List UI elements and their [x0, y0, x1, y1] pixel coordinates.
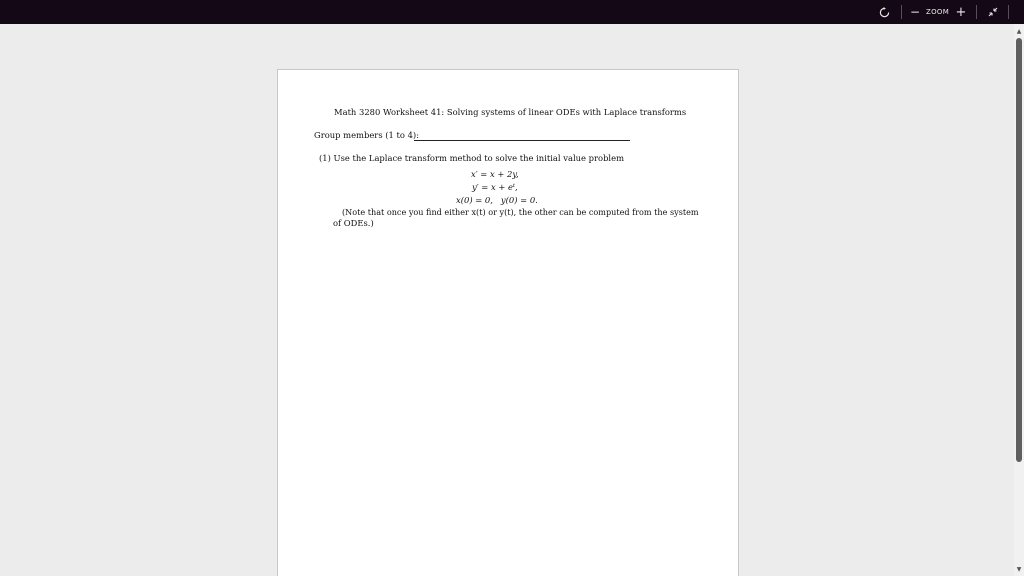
equation-3: x(0) = 0, y(0) = 0. — [456, 195, 538, 205]
note-paragraph — [333, 207, 699, 228]
note-line-2: of ODEs.) — [333, 217, 374, 228]
equation-1: x′ = x + 2y, — [471, 169, 519, 179]
problem-statement: (1) Use the Laplace transform method to solve the initial value problem — [319, 153, 625, 163]
zoom-label: ZOOM — [926, 8, 950, 16]
group-members-blank — [414, 140, 630, 141]
zoom-out-button[interactable] — [908, 0, 922, 24]
viewer-toolbar — [0, 0, 1024, 24]
note-line-1: (Note that once you find either x(t) or y(t), the other can be computed from the system — [342, 207, 699, 217]
document-viewer[interactable] — [0, 24, 1014, 576]
rotate-icon[interactable] — [876, 0, 892, 24]
collapse-button[interactable] — [985, 0, 1001, 24]
collapse-icon — [988, 7, 998, 17]
zoom-in-button[interactable] — [954, 0, 968, 24]
document-page — [277, 69, 739, 576]
toolbar-divider — [1008, 5, 1009, 19]
vertical-scrollbar[interactable] — [1014, 24, 1024, 576]
page-title: Math 3280 Worksheet 41: Solving systems of linear ODEs with Laplace transforms — [334, 107, 687, 117]
zoom-in-icon: + — [955, 4, 967, 20]
scroll-down-arrow-icon[interactable]: ▼ — [1016, 565, 1022, 573]
zoom-out-icon: − — [909, 5, 921, 19]
scroll-up-arrow-icon[interactable]: ▲ — [1016, 27, 1022, 35]
toolbar-divider — [901, 5, 902, 19]
scroll-thumb[interactable] — [1016, 38, 1022, 462]
group-members-label: Group members (1 to 4): — [314, 130, 420, 140]
toolbar-divider — [976, 5, 977, 19]
equation-2: y′ = x + eᵗ, — [472, 182, 518, 192]
